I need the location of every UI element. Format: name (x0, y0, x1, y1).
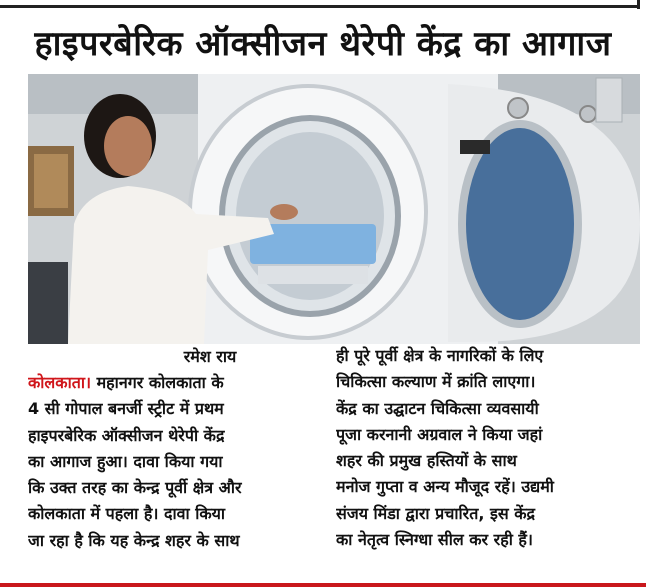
article-line: जा रहा है कि यह केन्द्र शहर के साथ (28, 530, 240, 550)
article-line: ही पूरे पूर्वी क्षेत्र के नागरिकों के लिए (336, 346, 544, 365)
article-column-left (28, 370, 326, 582)
article-line: मनोज गुप्ता व अन्य मौजूद रहें। उद्यमी (336, 477, 554, 497)
top-rule (0, 0, 646, 16)
chair (28, 262, 68, 344)
article-line: संजय मिंडा द्वारा प्रचारित, इस केंद्र (336, 503, 536, 523)
person-face (104, 116, 152, 176)
top-rule-line (0, 5, 640, 8)
article-line: कोलकाता में पहला है। दावा किया (28, 504, 226, 524)
article-line: शहर की प्रमुख हस्तियों के साथ (336, 451, 517, 471)
byline: रमेश राय (183, 347, 237, 366)
article-line: केंद्र का उद्घाटन चिकित्सा व्यवसायी (336, 398, 539, 418)
article-line: कि उक्त तरह का केन्द्र पूर्वी क्षेत्र और (28, 478, 242, 498)
article-line: का आगाज हुआ। दावा किया गया (28, 451, 223, 471)
dateline: कोलकाता। (28, 373, 92, 392)
headline: हाइपरबेरिक ऑक्सीजन थेरेपी केंद्र का आगाज (34, 24, 612, 64)
top-rule-corner (637, 0, 640, 9)
news-photo (28, 74, 640, 344)
article-line: 4 सी गोपाल बनर्जी स्ट्रीट में प्रथम (28, 399, 224, 419)
article-line: का नेतृत्व स्निग्धा सील कर रही हैं। (336, 530, 533, 550)
article-column-right (336, 343, 642, 583)
person-hand (270, 204, 298, 220)
article-line: हाइपरबेरिक ऑक्सीजन थेरेपी केंद्र (28, 425, 225, 445)
article-line (28, 370, 326, 396)
article-line: चिकित्सा कल्याण में क्रांति लाएगा। (336, 372, 536, 392)
article-line: पूजा करनानी अग्रवाल ने किया जहां (336, 424, 543, 444)
bottom-rule (0, 583, 646, 587)
article-line-text: महानगर कोलकाता के (91, 373, 224, 392)
